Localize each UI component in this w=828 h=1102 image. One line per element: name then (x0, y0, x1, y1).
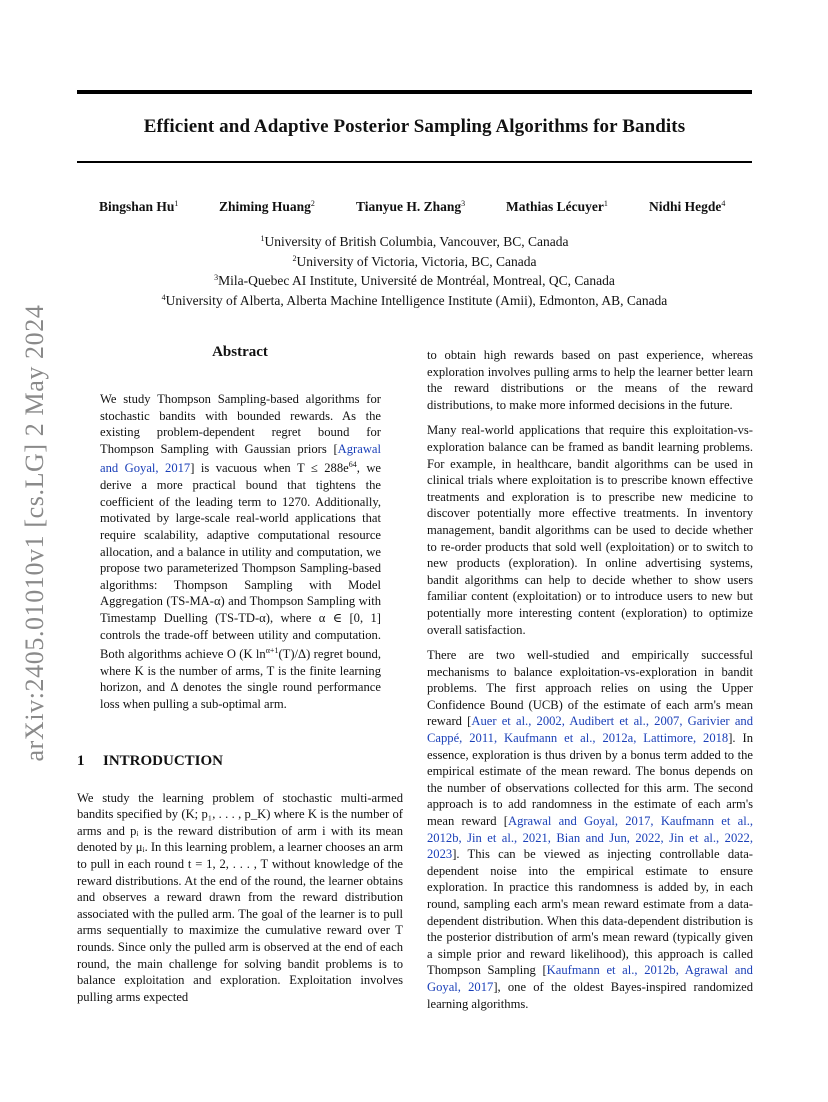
affiliation-3: $^3$Mila-Quebec AI Institute, Université de Montréal, Montreal, QC, Canada (214, 273, 615, 288)
citation-link[interactable]: Agrawal and Goyal, 2017, Kaufmann et al., 2012b, Jin et al., 2021, Bian and Jun, 2022, Jin et al., 2022, 2023 (427, 814, 753, 862)
intro-paragraph-3: Many real-world applications that require this exploitation-vs-exploration balance can be framed as bandit learning problems. For example, in healthcare, bandit algorithms can be used in clinical trials where exploitation is to prescribe known effective treatments and exploration is to prescribe new medicine to discover potentially more effective treatments. In inventory management, bandit algorithms can be used to decide whether to re-order products that sold well (exploitation) or to switch to new products (exploration). In online advertising systems, bandit algorithms can help to decide whether to show users familiar content (exploitation) or to introduce users to new but potentially more interesting content (exploration) to optimize overall satisfaction. (427, 423, 753, 637)
affiliation-4: $^4$University of Alberta, Alberta Machine Intelligence Institute (Amii), Edmonton, AB, Canada (161, 292, 668, 308)
top-rule (77, 90, 752, 94)
author-4: Mathias Lécuyer$^1$ (506, 199, 608, 214)
author-2: Zhiming Huang$^2$ (219, 199, 315, 214)
affiliation-2: $^2$University of Victoria, Victoria, BC, Canada (292, 253, 537, 269)
author-3: Tianyue H. Zhang$^3$ (356, 199, 466, 214)
arxiv-stamp (15, 290, 55, 775)
abstract-text: We study Thompson Sampling-based algorithms for stochastic bandits with bounded rewards. As the existing problem-dependent regret bound for Thompson Sampling with Gaussian priors [Agrawal and Goyal, 2017] is vacuous when $T \le 288e^{64}$, we derive a more practical bound that tightens the coefficient of the leading term to 1270. Additionally, motivated by large-scale real-world applications that require scalability, adaptive computational resource allocation, and a balance in utility and computation, we propose two parameterized Thompson Sampling-based algorithms: Thompson Sampling with Model Aggregation (TS-MA-α) and Thompson Sampling with Timestamp Duelling (TS-TD-α), where α ∈ [0, 1] controls the trade-off between utility and computation. Both algorithms achieve O (K $\ln^{\alpha+1}(T)/\Delta$) regret bound, where K is the number of arms, T is the finite learning horizon, and Δ denotes the single round performance loss when pulling a sub-optimal arm. (100, 392, 382, 712)
intro-paragraph-4: There are two well-studied and empirically successful mechanisms to balance exploitation-vs-exploration in bandit problems. The first approach relies on using the Upper Confidence Bound (UCB) of the estimate of each arm's mean reward [Auer et al., 2002, Audibert et al., 2007, Garivier and Cappé, 2011, Kaufmann et al., 2012a, Lattimore, 2018]. In essence, exploration is thus driven by a bonus term added to the empirical estimate of the mean reward. The bonus depends on the number of observations collected for this arm. The second approach is to add randomness in the estimate of each arm's mean reward [Agrawal and Goyal, 2017, Kaufmann et al., 2012b, Jin et al., 2021, Bian and Jun, 2022, Jin et al., 2022, 2023]. This can be viewed as injecting controllable data-dependent noise into the empirical estimate to ensure exploration. In practice this randomness is added by, in each round, sampling each arm's mean reward estimate from a data-dependent distribution. When this data-dependent distribution is the posterior distribution of arm's mean reward (typically given a simple prior and reward likelihood), this approach is called Thompson Sampling [Kaufmann et al., 2012b, Agrawal and Goyal, 2017], one of the oldest Bayes-inspired randomized learning algorithms. (427, 648, 754, 1011)
intro-paragraph-1: We study the learning problem of stochastic multi-armed bandits specified by (K; p₁, . . . , p_K) where K is the number of arms and pᵢ is the reward distribution of arm i with its mean denoted by μᵢ. In this learning problem, a learner chooses an arm to pull in each round t = 1, 2, . . . , T without knowledge of the reward distributions. At the end of the round, the learner obtains and observes a reward drawn from the reward distribution associated with the pulled arm. The goal of the learner is to pull arms sequentially to maximize the cumulative reward over T rounds. Since only the pulled arm is observed at the end of each round, the main challenge for solving bandit problems is to balance exploitation and exploration. Exploitation involves pulling arms expected (77, 790, 403, 1004)
left-column (77, 340, 403, 1005)
title-rule (77, 161, 752, 163)
paper-title: Efficient and Adaptive Posterior Sampling Algorithms for Bandits (143, 116, 686, 137)
affiliations (77, 231, 752, 309)
author-1: Bingshan Hu$^1$ (99, 199, 179, 214)
citation-link[interactable]: Kaufmann et al., 2012b, Agrawal and Goyal, 2017 (427, 963, 753, 994)
intro-paragraph-2: to obtain high rewards based on past experience, whereas exploration involves pulling arms to help the learner better learn the reward distributions or the means of the reward distributions, to make more informed decisions in the future. (427, 348, 753, 412)
abstract-heading: Abstract (212, 344, 268, 360)
affiliation-1: $^1$University of British Columbia, Vancouver, BC, Canada (260, 234, 569, 249)
citation-link[interactable]: Auer et al., 2002, Audibert et al., 2007, Garivier and Cappé, 2011, Kaufmann et al., 2012a, Lattimore, 2018 (427, 714, 753, 746)
citation-link[interactable]: Agrawal and Goyal, 2017 (100, 441, 381, 476)
arxiv-stamp-text: arXiv:2405.01010v1 [cs.LG] 2 May 2024 (20, 304, 49, 761)
author-5: Nidhi Hegde$^4$ (649, 199, 726, 214)
right-column (427, 347, 753, 1012)
section-heading: 1 INTRODUCTION (77, 752, 224, 769)
